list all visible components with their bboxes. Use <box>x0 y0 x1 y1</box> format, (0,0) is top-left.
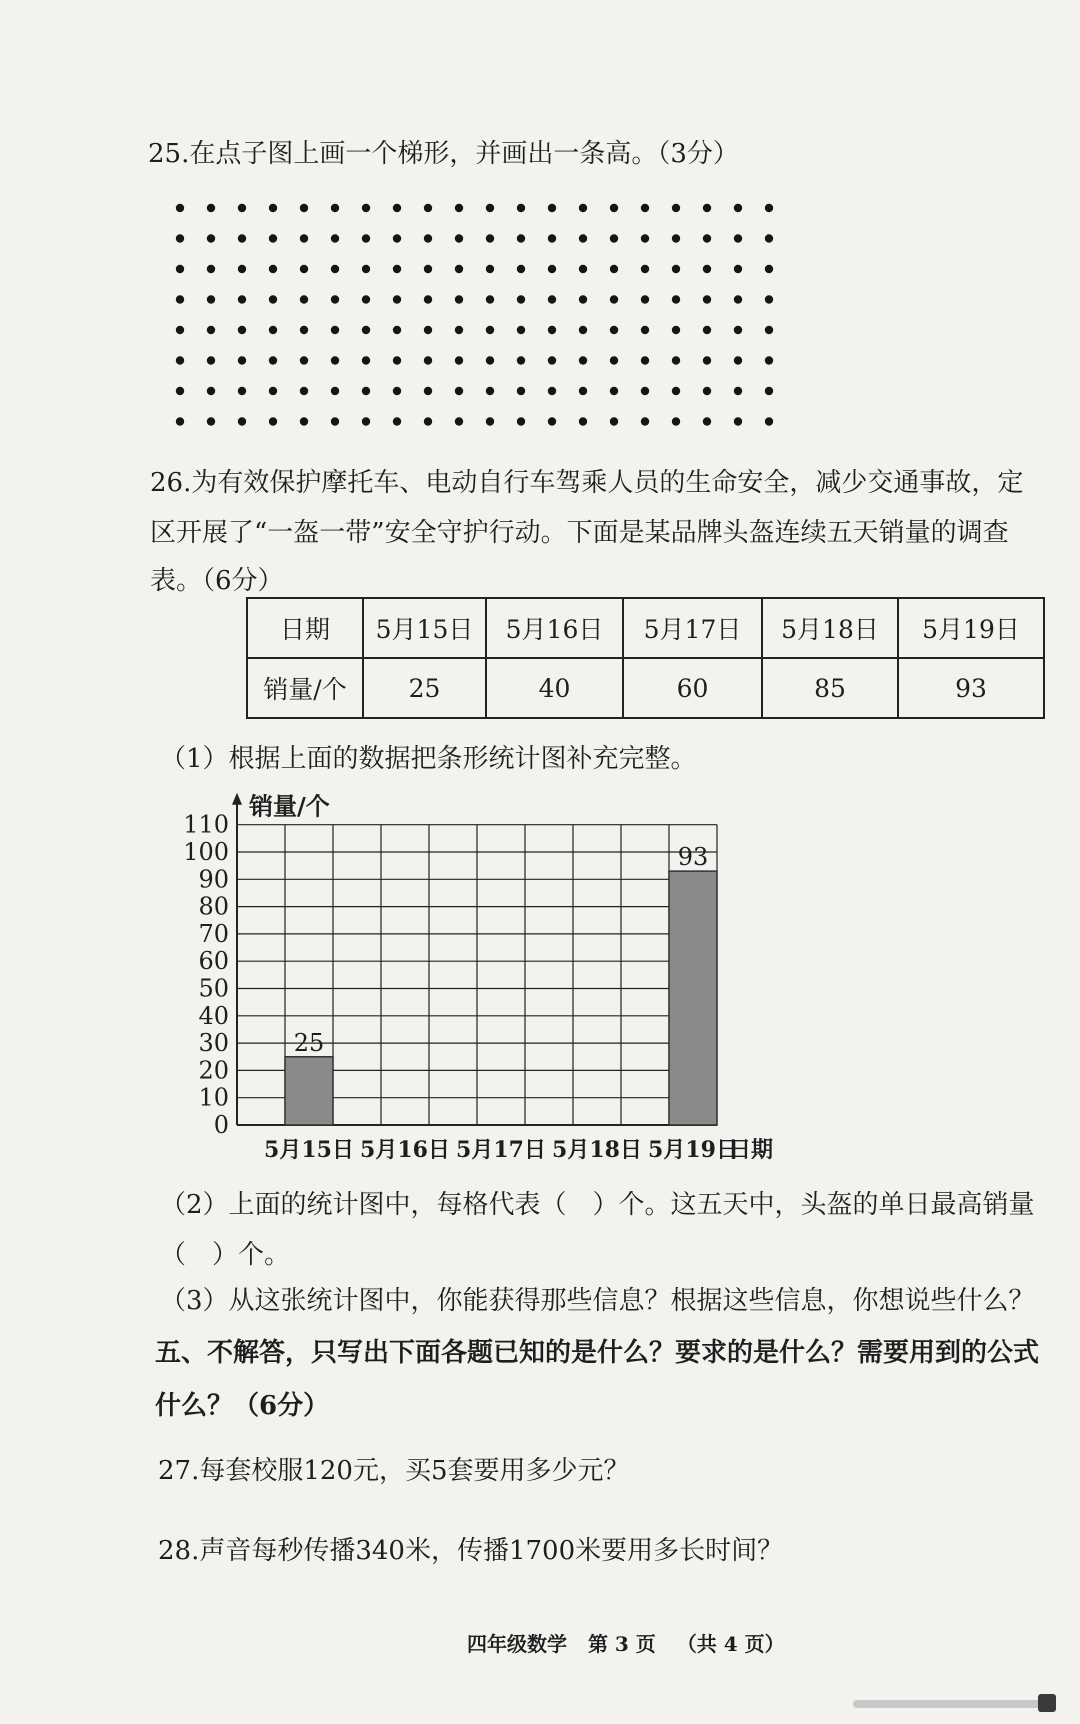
bar <box>669 871 717 1125</box>
grid-dot <box>207 204 215 212</box>
question-26-line-2: 区开展了“一盔一带”安全守护行动。下面是某品牌头盔连续五天销量的调查 <box>150 518 1009 548</box>
grid-dot <box>455 326 463 334</box>
grid-dot <box>269 295 277 303</box>
grid-dot <box>176 387 184 395</box>
grid-dot <box>610 204 618 212</box>
grid-dot <box>734 387 742 395</box>
grid-dot <box>207 417 215 425</box>
grid-dot <box>331 417 339 425</box>
grid-dot <box>579 356 587 364</box>
dot-grid <box>170 200 810 430</box>
section-5-line-2: 什么？（6分） <box>155 1391 330 1421</box>
grid-dot <box>238 204 246 212</box>
grid-dot <box>672 265 680 273</box>
grid-dot <box>765 204 773 212</box>
table-sales-cell: 60 <box>623 658 762 718</box>
y-tick-label: 80 <box>198 892 229 921</box>
grid-dot <box>455 295 463 303</box>
grid-dot <box>517 234 525 242</box>
table-header-label: 日期 <box>247 598 363 658</box>
grid-dot <box>579 417 587 425</box>
grid-dot <box>269 204 277 212</box>
grid-dot <box>579 204 587 212</box>
grid-dot <box>517 326 525 334</box>
grid-dot <box>269 356 277 364</box>
grid-dot <box>734 356 742 364</box>
grid-dot <box>579 326 587 334</box>
grid-dot <box>579 295 587 303</box>
grid-dot <box>517 265 525 273</box>
grid-dot <box>269 326 277 334</box>
grid-dot <box>362 265 370 273</box>
grid-dot <box>238 417 246 425</box>
grid-dot <box>672 204 680 212</box>
grid-dot <box>207 265 215 273</box>
grid-dot <box>362 204 370 212</box>
grid-dot <box>300 356 308 364</box>
question-26-line-3: 表。（6分） <box>150 566 284 596</box>
grid-dot <box>362 356 370 364</box>
grid-dot <box>269 387 277 395</box>
grid-dot <box>424 234 432 242</box>
grid-dot <box>362 234 370 242</box>
bar-value-label: 25 <box>293 1028 325 1057</box>
grid-dot <box>610 356 618 364</box>
grid-dot <box>765 295 773 303</box>
question-27-text: 27.每套校服120元，买5套要用多少元？ <box>158 1456 630 1486</box>
grid-dot <box>641 356 649 364</box>
grid-dot <box>207 326 215 334</box>
x-axis-label: 日期 <box>729 1137 774 1163</box>
grid-dot <box>610 265 618 273</box>
grid-dot <box>393 204 401 212</box>
grid-dot <box>734 204 742 212</box>
grid-dot <box>765 387 773 395</box>
grid-dot <box>486 204 494 212</box>
grid-dot <box>641 234 649 242</box>
grid-dot <box>734 326 742 334</box>
grid-dot <box>672 234 680 242</box>
grid-dot <box>517 295 525 303</box>
grid-dot <box>176 265 184 273</box>
grid-dot <box>176 356 184 364</box>
grid-dot <box>765 265 773 273</box>
table-row-sales <box>247 658 1044 718</box>
grid-dot <box>238 387 246 395</box>
grid-dot <box>548 295 556 303</box>
grid-dot <box>641 387 649 395</box>
grid-dot <box>455 387 463 395</box>
grid-dot <box>734 265 742 273</box>
grid-dot <box>238 326 246 334</box>
grid-dot <box>579 265 587 273</box>
corner-icon <box>1038 1694 1056 1712</box>
grid-dot <box>331 356 339 364</box>
y-tick-label: 30 <box>198 1029 229 1058</box>
grid-dot <box>517 356 525 364</box>
grid-dot <box>486 234 494 242</box>
grid-dot <box>610 295 618 303</box>
question-26-line-1: 26.为有效保护摩托车、电动自行车驾乘人员的生命安全，减少交通事故，定 <box>150 468 1024 498</box>
grid-dot <box>672 326 680 334</box>
grid-dot <box>641 326 649 334</box>
question-28-text: 28.声音每秒传播340米，传播1700米要用多长时间？ <box>158 1536 784 1566</box>
question-26-sub-1: （1）根据上面的数据把条形统计图补充完整。 <box>160 744 697 774</box>
grid-dot <box>517 204 525 212</box>
grid-dot <box>362 417 370 425</box>
grid-dot <box>300 326 308 334</box>
grid-dot <box>517 417 525 425</box>
table-sales-cell: 40 <box>486 658 623 718</box>
footer-total: （共 4 页） <box>676 1632 785 1656</box>
grid-dot <box>393 356 401 364</box>
grid-dot <box>393 295 401 303</box>
y-axis-label: 销量/个 <box>249 792 330 821</box>
grid-dot <box>765 356 773 364</box>
grid-dot <box>703 265 711 273</box>
x-tick-label: 5月16日 <box>360 1137 450 1163</box>
grid-dot <box>207 387 215 395</box>
grid-dot <box>362 326 370 334</box>
grid-dot <box>455 356 463 364</box>
grid-dot <box>331 387 339 395</box>
grid-dot <box>300 265 308 273</box>
table-date-cell: 5月19日 <box>898 598 1044 658</box>
grid-dot <box>269 234 277 242</box>
question-26-sub-2-line-2: （ ）个。 <box>160 1240 291 1270</box>
table-sales-cell: 25 <box>363 658 486 718</box>
table-sales-cell: 85 <box>762 658 898 718</box>
grid-dot <box>269 265 277 273</box>
grid-dot <box>393 417 401 425</box>
grid-dot <box>486 295 494 303</box>
grid-dot <box>703 387 711 395</box>
sales-table <box>246 597 1045 719</box>
grid-dot <box>300 387 308 395</box>
grid-dot <box>765 417 773 425</box>
question-25-text: 25.在点子图上画一个梯形，并画出一条高。（3分） <box>148 139 739 169</box>
table-date-cell: 5月16日 <box>486 598 623 658</box>
y-tick-label: 10 <box>198 1083 229 1112</box>
grid-dot <box>455 265 463 273</box>
y-tick-label: 90 <box>198 865 229 894</box>
y-axis-arrow <box>232 793 242 805</box>
table-value-label: 销量/个 <box>247 658 363 718</box>
grid-dot <box>486 417 494 425</box>
grid-dot <box>424 204 432 212</box>
footer-page: 第 3 页 <box>587 1632 656 1656</box>
grid-dot <box>393 265 401 273</box>
grid-dot <box>207 356 215 364</box>
grid-dot <box>176 326 184 334</box>
grid-dot <box>300 417 308 425</box>
grid-dot <box>393 387 401 395</box>
x-tick-label: 5月18日 <box>552 1137 642 1163</box>
grid-dot <box>672 356 680 364</box>
grid-dot <box>548 356 556 364</box>
grid-dot <box>641 204 649 212</box>
grid-dot <box>455 204 463 212</box>
grid-dot <box>393 234 401 242</box>
grid-dot <box>424 387 432 395</box>
page-footer <box>467 1628 799 1657</box>
table-date-cell: 5月17日 <box>623 598 762 658</box>
grid-dot <box>610 417 618 425</box>
chart-bars <box>285 871 717 1125</box>
grid-dot <box>486 265 494 273</box>
grid-dot <box>238 295 246 303</box>
grid-dot <box>672 387 680 395</box>
grid-dot <box>486 356 494 364</box>
question-26-sub-3: （3）从这张统计图中，你能获得那些信息？根据这些信息，你想说些什么？ <box>160 1286 1035 1316</box>
bar-chart <box>170 782 850 1172</box>
grid-dot <box>703 326 711 334</box>
grid-dot <box>238 265 246 273</box>
grid-dot <box>517 387 525 395</box>
grid-dot <box>703 295 711 303</box>
grid-dot <box>672 417 680 425</box>
grid-dot <box>579 234 587 242</box>
grid-dot <box>703 356 711 364</box>
grid-dot <box>734 417 742 425</box>
grid-dot <box>641 265 649 273</box>
grid-dot <box>765 326 773 334</box>
grid-dot <box>610 234 618 242</box>
grid-dot <box>300 204 308 212</box>
grid-dot <box>672 295 680 303</box>
grid-dot <box>300 295 308 303</box>
grid-dot <box>424 356 432 364</box>
grid-dot <box>486 387 494 395</box>
grid-dot <box>424 265 432 273</box>
grid-dot <box>176 204 184 212</box>
grid-dot <box>455 234 463 242</box>
grid-dot <box>331 295 339 303</box>
y-tick-label: 110 <box>183 810 229 839</box>
y-tick-label: 40 <box>198 1001 229 1030</box>
grid-dot <box>238 234 246 242</box>
y-tick-label: 20 <box>198 1056 229 1085</box>
grid-dot <box>703 417 711 425</box>
x-tick-label: 5月17日 <box>456 1137 546 1163</box>
grid-dot <box>362 387 370 395</box>
x-tick-label: 5月19日 <box>648 1137 738 1163</box>
grid-dot <box>610 326 618 334</box>
grid-dot <box>579 387 587 395</box>
grid-dot <box>424 417 432 425</box>
bottom-scroll-indicator <box>853 1700 1053 1708</box>
x-tick-label: 5月15日 <box>264 1137 354 1163</box>
table-sales-cell: 93 <box>898 658 1044 718</box>
grid-dot <box>548 387 556 395</box>
grid-dot <box>300 234 308 242</box>
grid-dot <box>269 417 277 425</box>
grid-dot <box>548 265 556 273</box>
grid-dot <box>331 234 339 242</box>
grid-dot <box>734 295 742 303</box>
grid-dot <box>424 326 432 334</box>
grid-dot <box>393 326 401 334</box>
table-row-dates <box>247 598 1044 658</box>
bar-value-label: 93 <box>677 843 709 872</box>
bar <box>285 1057 333 1125</box>
grid-dot <box>424 295 432 303</box>
section-5-line-1: 五、不解答，只写出下面各题已知的是什么？要求的是什么？需要用到的公式 <box>155 1338 1040 1368</box>
y-tick-label: 50 <box>198 974 229 1003</box>
question-26-sub-2-line-1: （2）上面的统计图中，每格代表（ ）个。这五天中，头盔的单日最高销量 <box>160 1190 1035 1220</box>
grid-dot <box>734 234 742 242</box>
grid-dot <box>455 417 463 425</box>
grid-dot <box>238 356 246 364</box>
grid-dot <box>765 234 773 242</box>
grid-dot <box>176 417 184 425</box>
grid-dot <box>331 326 339 334</box>
grid-dot <box>548 417 556 425</box>
table-date-cell: 5月15日 <box>363 598 486 658</box>
y-tick-label: 100 <box>183 838 229 866</box>
table-date-cell: 5月18日 <box>762 598 898 658</box>
footer-subject: 四年级数学 <box>467 1632 567 1656</box>
y-tick-label: 0 <box>213 1111 229 1139</box>
grid-dot <box>176 295 184 303</box>
grid-dot <box>548 326 556 334</box>
grid-dot <box>641 295 649 303</box>
grid-dot <box>703 204 711 212</box>
grid-dot <box>176 234 184 242</box>
grid-dot <box>362 295 370 303</box>
grid-dot <box>548 204 556 212</box>
grid-dot <box>486 326 494 334</box>
y-tick-label: 70 <box>198 919 229 948</box>
grid-dot <box>207 295 215 303</box>
grid-dot <box>703 234 711 242</box>
grid-dot <box>331 204 339 212</box>
grid-dot <box>207 234 215 242</box>
grid-dot <box>548 234 556 242</box>
y-tick-label: 60 <box>198 947 229 976</box>
grid-dot <box>331 265 339 273</box>
grid-dot <box>641 417 649 425</box>
grid-dot <box>610 387 618 395</box>
